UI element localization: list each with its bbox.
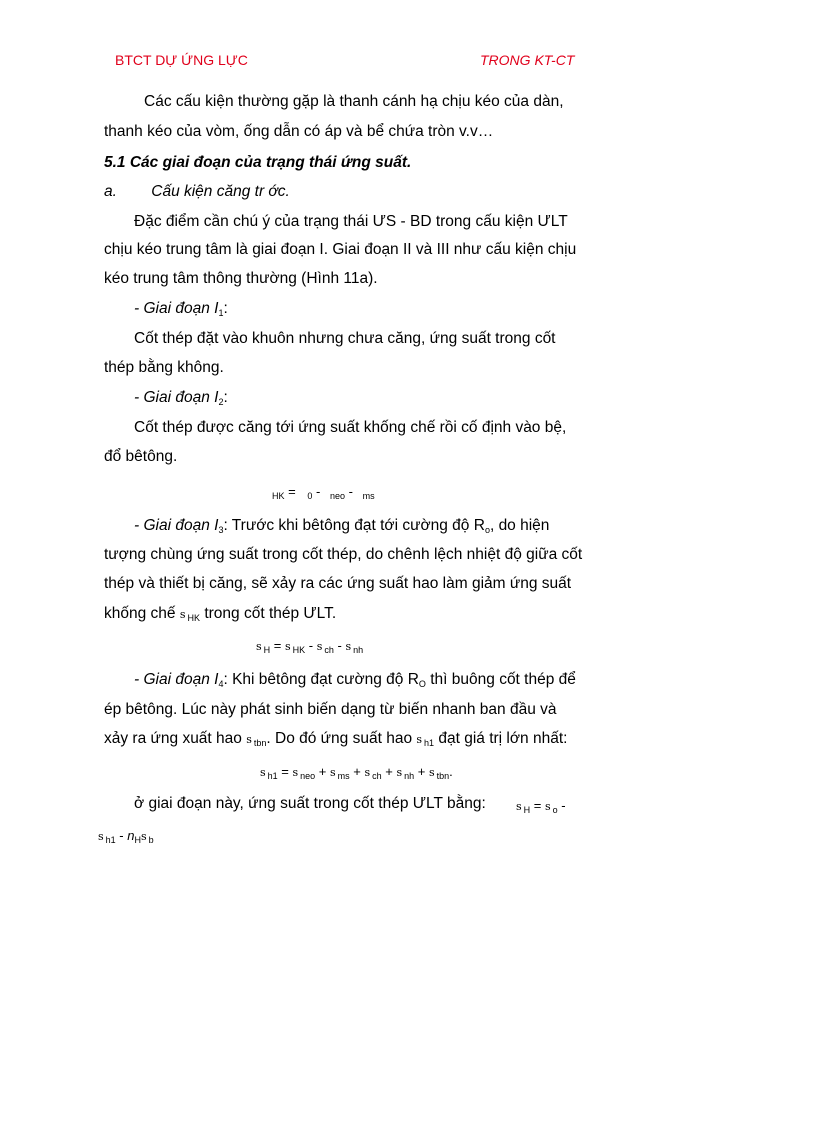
paragraph-4-line2: đổ bêtông.: [104, 448, 178, 465]
equation-2: s $_H$ = s $_{HK}$ - s $_{ch}$ - s $_{nh}$: [256, 638, 364, 655]
paragraph-2-line1: Đặc điểm cần chú ý của trạng thái ƯS - BD trong cấu kiện ƯLT: [134, 213, 568, 230]
paragraph-3-line2: thép bằng không.: [104, 359, 224, 376]
paragraph-6-line3: xảy ra ứng xuất hao s tbn. Do đó ứng suất hao s h1 đạt giá trị lớn nhất:: [104, 730, 568, 748]
paragraph-intro-line2: thanh kéo của vòm, ống dẫn có áp và bể chứa tròn v.v…: [104, 123, 494, 140]
stage-3-heading: - Giai đoạn $I_3$: Trước khi bêtông đạt tới cường độ $R_o$, do hiện: [134, 517, 550, 535]
equation-3: s $_{h1}$ = s $_{neo}$ + s $_{ms}$ + s $_{ch}$ + s $_{nh}$ + s $_{tbn}$.: [260, 764, 453, 781]
subsection-a: [104, 182, 290, 202]
stage-2-heading: - Giai đoạn $I_2$:: [134, 389, 228, 407]
paragraph-3-line1: Cốt thép đặt vào khuôn nhưng chưa căng, ứng suất trong cốt: [134, 330, 556, 347]
header-left-title: BTCT DỰ ỨNG LỰC: [115, 52, 248, 68]
paragraph-5-line2: tượng chùng ứng suất trong cốt thép, do chênh lệch nhiệt độ giữa cốt: [104, 546, 583, 563]
paragraph-2-line3: kéo trung tâm thông thường (Hình 11a).: [104, 270, 378, 287]
section-title: 5.1 Các giai đoạn của trạng thái ứng suất.: [104, 154, 412, 171]
header-right-title: TRONG KT-CT: [480, 52, 575, 68]
stage-4-heading: - Giai đoạn $I_4$: Khi bêtông đạt cường độ $R_O$ thì buông cốt thép để: [134, 671, 576, 689]
paragraph-5-line4: khống chế s HK trong cốt thép ƯLT.: [104, 605, 337, 623]
paragraph-4-line1: Cốt thép được căng tới ứng suất khống chế rồi cố định vào bệ,: [134, 419, 567, 436]
paragraph-7-line1: ở giai đoạn này, ứng suất trong cốt thép ƯLT bằng:: [134, 795, 486, 812]
equation-4-part2: s $_{h1} - n_Hs$ $_b$: [98, 828, 154, 845]
paragraph-6-line2: ép bêtông. Lúc này phát sinh biến dạng từ biến nhanh ban đầu và: [104, 701, 557, 718]
paragraph-intro-line1: Các cấu kiện thường gặp là thanh cánh hạ chịu kéo của dàn,: [144, 93, 564, 110]
subsection-a-title: Cấu kiện căng tr ớc.: [151, 183, 290, 200]
paragraph-2-line2: chịu kéo trung tâm là giai đoạn I. Giai đoạn II và III như cấu kiện chịu: [104, 241, 577, 258]
stage-1-heading: - Giai đoạn $I_1$:: [134, 300, 228, 318]
equation-1: $_{HK}$ = $_0$ - $_{neo}$ - $_{ms}$: [272, 484, 375, 501]
paragraph-5-line3: thép và thiết bị căng, sẽ xảy ra các ứng suất hao làm giảm ứng suất: [104, 575, 572, 592]
subsection-a-label: a.: [104, 183, 117, 200]
equation-4-part1: s $_H$ = s $_o$ -: [516, 798, 566, 815]
